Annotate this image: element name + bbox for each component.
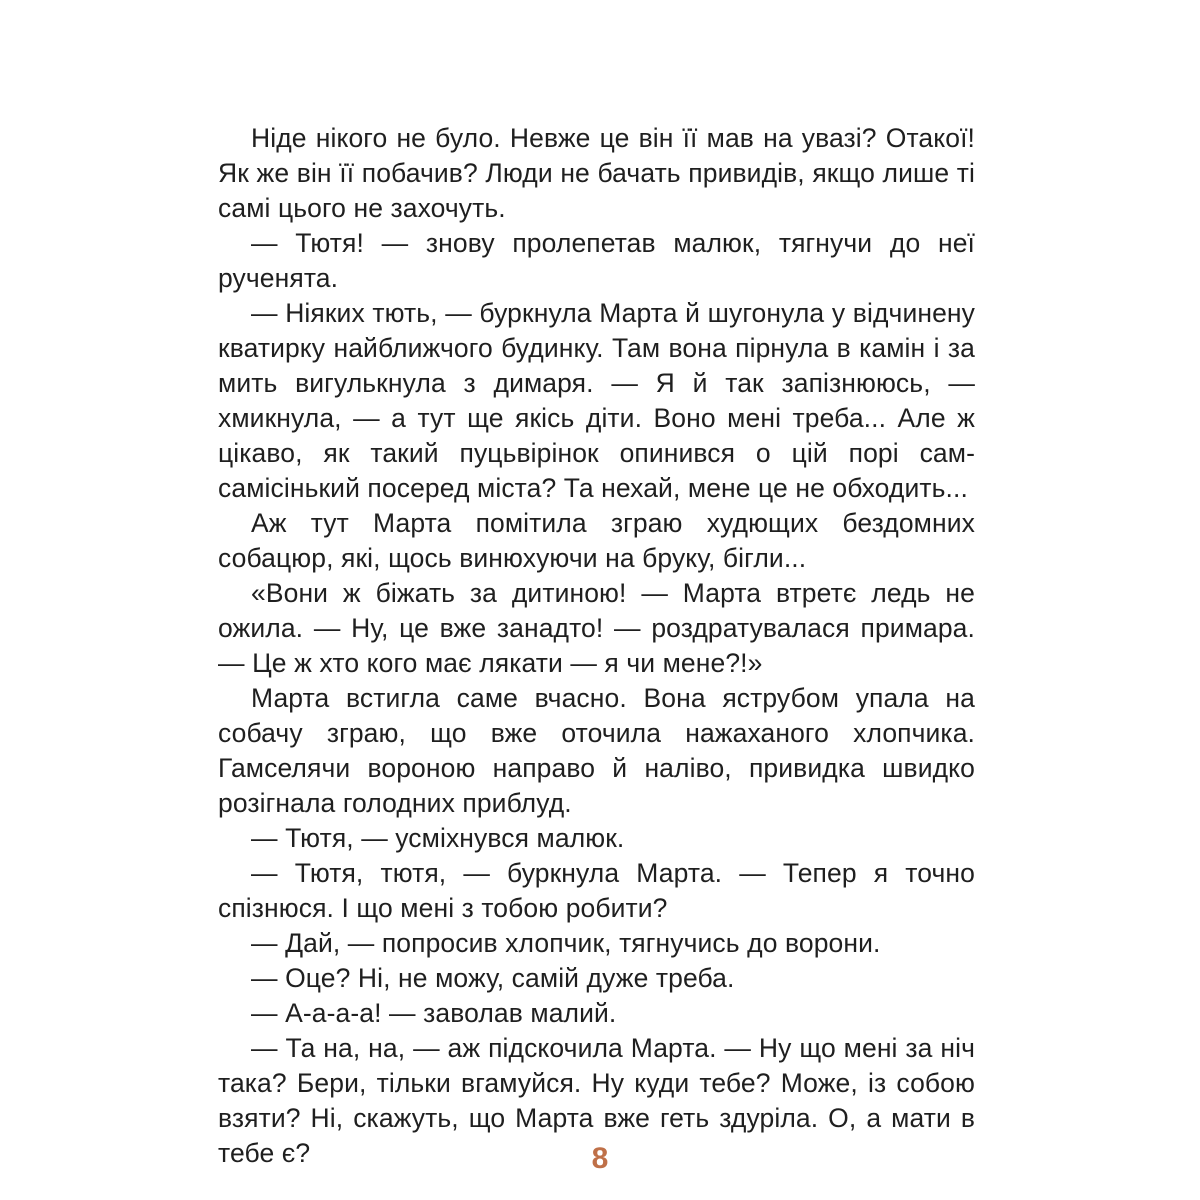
paragraph: Марта встигла саме вчасно. Вона яструбом упала на собачу зграю, що вже оточила нажаханого хлопчика. Гамселячи вороною направо й наліво, привидка швидко розігнала голодних приблуд.	[218, 683, 975, 818]
paragraph-dialogue: — Дай, — попросив хлопчик, тягнучись до ворони.	[251, 928, 881, 958]
paragraph-dialogue: — Та на, на, — аж підскочила Марта. — Ну що мені за ніч така? Бери, тільки вгамуйся. Ну куди тебе? Може, із собою взяти? Ні, скажуть, що Марта вже геть здуріла. О, а мати в тебе є?	[218, 1033, 975, 1168]
paragraph-dialogue: — А-а-а-а! — заволав малий.	[251, 998, 617, 1028]
page-number: 8	[591, 1142, 609, 1175]
paragraph-dialogue: — Тютя, — усміхнувся малюк.	[251, 823, 625, 853]
paragraph-quote: «Вони ж біжать за дитиною! — Марта втретє ледь не ожила. — Ну, це вже занадто! — роздратувалася примара. — Це ж хто кого має лякати — я чи мене?!»	[218, 578, 975, 678]
paragraph-dialogue: — Тютя! — знову пролепетав малюк, тягнучи до неї рученята.	[218, 228, 975, 293]
paragraph-dialogue: — Ніяких тють, — буркнула Марта й шугонула у відчинену кватирку найближчого будинку. Там вона пірнула в камін і за мить вигулькнула з димаря. — Я й так запізнююсь, — хмикнула, — а тут ще якісь діти. Воно мені треба... Але ж цікаво, як такий пуцьвірінок опинився о цій порі сам-самісінький посеред міста? Та нехай, мене це не обходить...	[218, 298, 975, 503]
paragraph-dialogue: — Тютя, тютя, — буркнула Марта. — Тепер я точно спізнюся. І що мені з тобою робити?	[218, 858, 975, 923]
paragraph-dialogue: — Оце? Ні, не можу, самій дуже треба.	[251, 963, 735, 993]
paragraph: Ніде нікого не було. Невже це він її мав на увазі? Отакої! Як же він її побачив? Люди не бачать привидів, якщо лише ті самі цього не захочуть.	[218, 123, 975, 223]
paragraph: Аж тут Марта помітила зграю худющих бездомних собацюр, які, щось винюхуючи на бруку, бігли...	[218, 508, 975, 573]
body-text	[218, 121, 975, 1171]
